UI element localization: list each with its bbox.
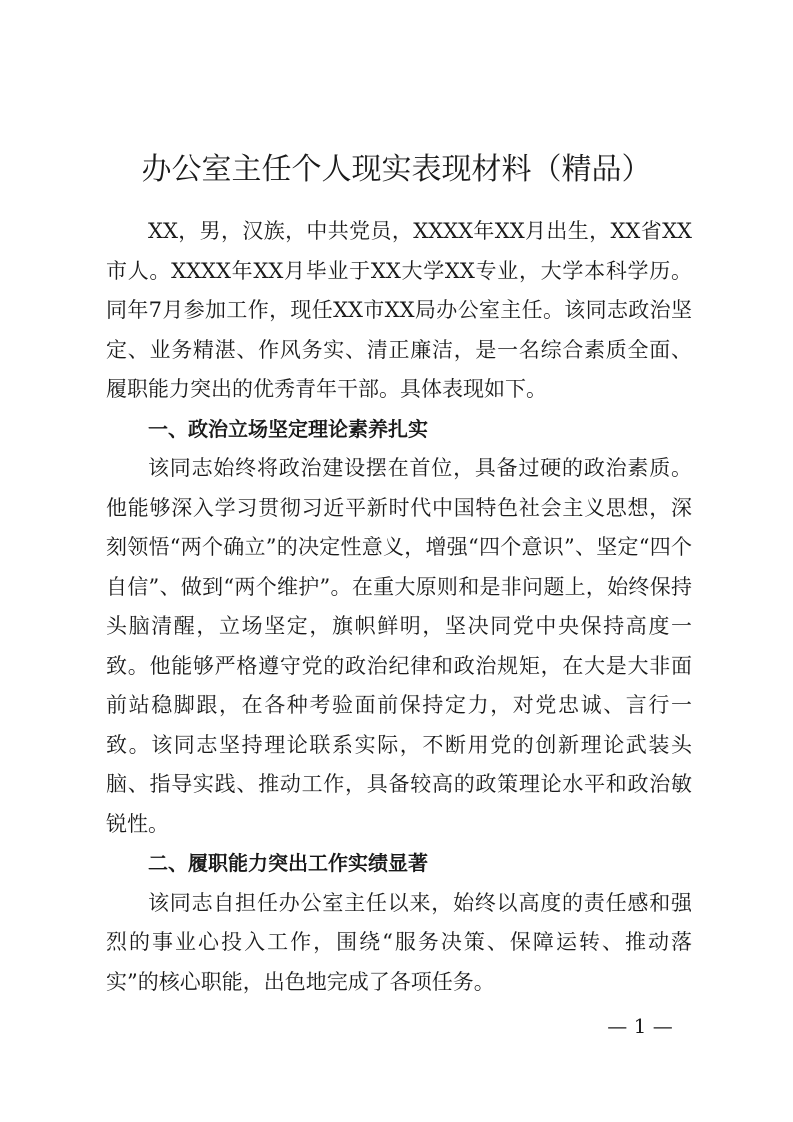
section-2-paragraph: 该同志自担任办公室主任以来，始终以高度的责任感和强烈的事业心投入工作，围绕“服务决策、保障运转、推动落实”的核心职能，出色地完成了各项任务。 [106,890,692,994]
document-body [106,212,692,1002]
section-1-paragraph: 该同志始终将政治建设摆在首位，具备过硬的政治素质。他能够深入学习贯彻习近平新时代中国特色社会主义思想，深刻领悟“两个确立”的决定性意义，增强“四个意识”、坚定“四个自信”、做到“两个维护”。在重大原则和是非问题上，始终保持头脑清醒，立场坚定，旗帜鲜明，坚决同党中央保持高度一致。他能够严格遵守党的政治纪律和政治规矩，在大是大非面前站稳脚跟，在各种考验面前保持定力，对党忠诚、言行一致。该同志坚持理论联系实际，不断用党的创新理论武装头脑、指导实践、推动工作，具备较高的政策理论水平和政治敏锐性。 [106,456,692,836]
page-number: — 1 — [607,1014,673,1038]
intro-paragraph: XX，男，汉族，中共党员，XXXX年XX月出生，XX省XX市人。XXXX年XX月毕业于XX大学XX专业，大学本科学历。同年7月参加工作，现任XX市XX局办公室主任。该同志政治坚定、业务精湛、作风务实、清正廉洁，是一名综合素质全面、履职能力突出的优秀青年干部。具体表现如下。 [106,219,692,401]
section-heading-1: 一、政治立场坚定理论素养扎实 [148,416,428,441]
document-title: 办公室主任个人现实表现材料（精品） [141,152,652,187]
section-heading-2: 二、履职能力突出工作实绩显著 [148,851,428,875]
